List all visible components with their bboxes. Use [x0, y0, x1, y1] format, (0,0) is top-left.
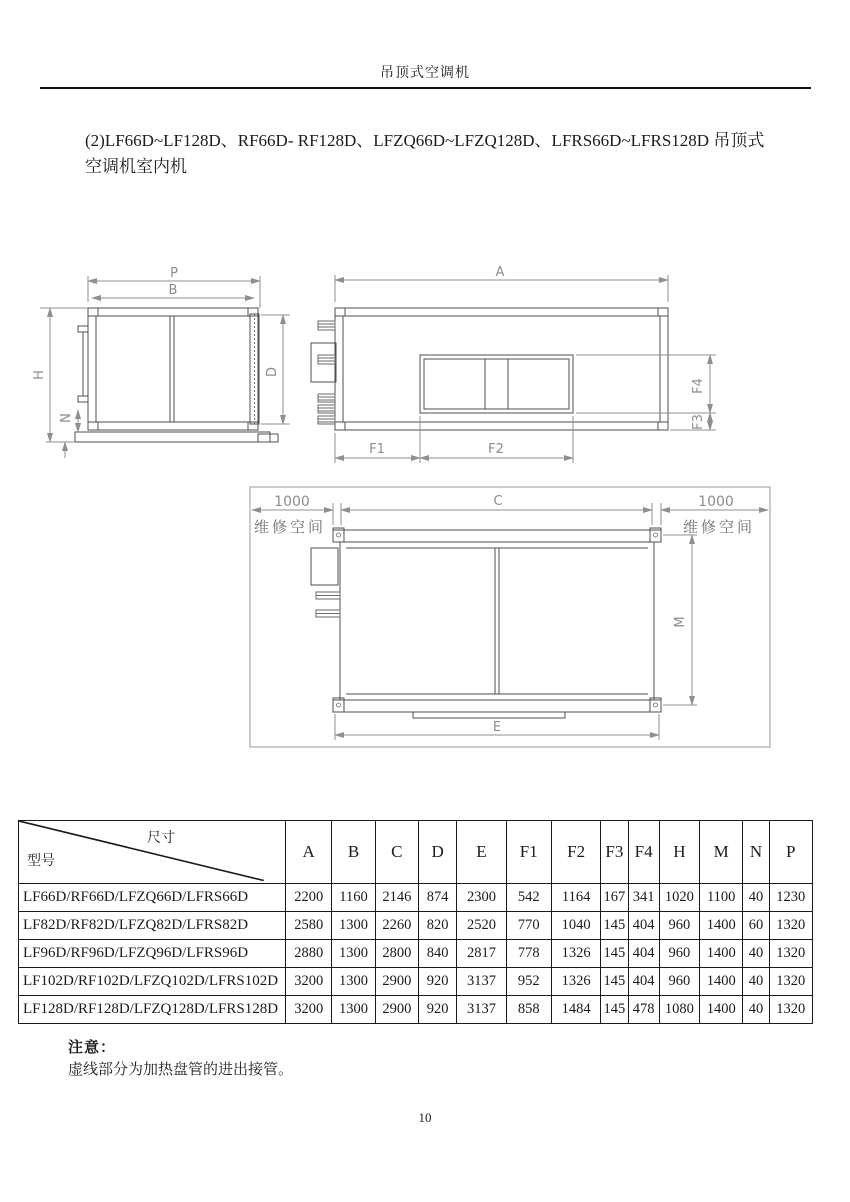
model-cell: LF66D/RF66D/LFZQ66D/LFRS66D: [19, 884, 286, 912]
dim-label-e: E: [492, 720, 502, 735]
value-cell: 1020: [659, 884, 699, 912]
value-cell: 2900: [375, 968, 418, 996]
dim-label-p: P: [170, 266, 178, 281]
value-cell: 840: [418, 940, 456, 968]
corner-label-model: 型号: [27, 854, 55, 869]
table-header-row: [19, 821, 813, 884]
column-header: F2: [551, 821, 600, 884]
value-cell: 2900: [375, 996, 418, 1024]
value-cell: 920: [418, 968, 456, 996]
left-clearance-label: 维修空间: [253, 518, 327, 536]
dim-label-f3: F3: [691, 414, 706, 430]
value-cell: 40: [743, 996, 769, 1024]
model-cell: LF96D/RF96D/LFZQ96D/LFRS96D: [19, 940, 286, 968]
value-cell: 40: [743, 884, 769, 912]
column-header: P: [769, 821, 812, 884]
technical-drawings: [0, 250, 850, 760]
value-cell: 858: [506, 996, 551, 1024]
value-cell: 1160: [332, 884, 375, 912]
value-cell: 2260: [375, 912, 418, 940]
value-cell: 3200: [286, 996, 332, 1024]
value-cell: 1300: [332, 996, 375, 1024]
value-cell: 3200: [286, 968, 332, 996]
value-cell: 1400: [700, 968, 743, 996]
note-body: 虚线部分为加热盘管的进出接管。: [68, 1062, 294, 1078]
value-cell: 1164: [551, 884, 600, 912]
value-cell: 542: [506, 884, 551, 912]
side-view-drawing: [32, 266, 290, 458]
value-cell: 1320: [769, 968, 812, 996]
value-cell: 478: [628, 996, 659, 1024]
right-clearance-value: 1000: [698, 494, 734, 510]
value-cell: 3137: [457, 968, 506, 996]
value-cell: 1300: [332, 940, 375, 968]
value-cell: 960: [659, 912, 699, 940]
page-number: 10: [418, 1110, 432, 1125]
value-cell: 145: [601, 996, 628, 1024]
install-view-drawing: [250, 487, 770, 747]
value-cell: 145: [601, 968, 628, 996]
value-cell: 1400: [700, 912, 743, 940]
value-cell: 770: [506, 912, 551, 940]
dim-label-h: H: [32, 370, 47, 380]
value-cell: 1320: [769, 940, 812, 968]
value-cell: 2146: [375, 884, 418, 912]
value-cell: 1320: [769, 996, 812, 1024]
value-cell: 2300: [457, 884, 506, 912]
dim-label-n: N: [59, 413, 74, 423]
value-cell: 145: [601, 912, 628, 940]
column-header: D: [418, 821, 456, 884]
dim-label-b: B: [168, 283, 178, 298]
dim-label-a: A: [495, 265, 505, 280]
right-clearance-label: 维修空间: [682, 518, 756, 536]
value-cell: 3137: [457, 996, 506, 1024]
table-row: [19, 940, 813, 968]
value-cell: 404: [628, 940, 659, 968]
value-cell: 2200: [286, 884, 332, 912]
table-row: [19, 968, 813, 996]
value-cell: 1400: [700, 996, 743, 1024]
value-cell: 960: [659, 968, 699, 996]
column-header: H: [659, 821, 699, 884]
column-header: B: [332, 821, 375, 884]
value-cell: 2580: [286, 912, 332, 940]
column-header: M: [700, 821, 743, 884]
model-cell: LF82D/RF82D/LFZQ82D/LFRS82D: [19, 912, 286, 940]
section-title: [85, 128, 800, 180]
dimension-table-body: [19, 884, 813, 1024]
value-cell: 1326: [551, 968, 600, 996]
value-cell: 1400: [700, 940, 743, 968]
value-cell: 1300: [332, 968, 375, 996]
value-cell: 2800: [375, 940, 418, 968]
value-cell: 1080: [659, 996, 699, 1024]
dim-label-f2: F2: [488, 442, 504, 457]
value-cell: 1230: [769, 884, 812, 912]
pipe-stubs: [318, 321, 335, 424]
column-header: N: [743, 821, 769, 884]
model-cell: LF128D/RF128D/LFZQ128D/LFRS128D: [19, 996, 286, 1024]
value-cell: 1326: [551, 940, 600, 968]
section-title-line2: 空调机室内机: [85, 157, 187, 176]
dim-label-c: C: [493, 494, 503, 509]
value-cell: 1100: [700, 884, 743, 912]
dim-label-f4: F4: [691, 378, 706, 394]
header-divider: [40, 87, 811, 89]
model-cell: LF102D/RF102D/LFZQ102D/LFRS102D: [19, 968, 286, 996]
table-corner-cell: [19, 821, 286, 884]
value-cell: 1320: [769, 912, 812, 940]
table-row: [19, 912, 813, 940]
bottom-view-drawing: [311, 265, 716, 463]
value-cell: 145: [601, 940, 628, 968]
value-cell: 778: [506, 940, 551, 968]
left-clearance-value: 1000: [274, 494, 310, 510]
dim-label-d: D: [265, 366, 280, 378]
column-header: F1: [506, 821, 551, 884]
column-header: F4: [628, 821, 659, 884]
value-cell: 2520: [457, 912, 506, 940]
value-cell: 404: [628, 968, 659, 996]
value-cell: 960: [659, 940, 699, 968]
value-cell: 952: [506, 968, 551, 996]
column-header: F3: [601, 821, 628, 884]
value-cell: 40: [743, 968, 769, 996]
dimension-table: [18, 820, 813, 1024]
value-cell: 167: [601, 884, 628, 912]
value-cell: 1300: [332, 912, 375, 940]
corner-label-dimension: 尺寸: [147, 831, 175, 846]
value-cell: 404: [628, 912, 659, 940]
column-header: C: [375, 821, 418, 884]
column-header: A: [286, 821, 332, 884]
value-cell: 60: [743, 912, 769, 940]
dim-label-f1: F1: [369, 442, 385, 457]
value-cell: 2880: [286, 940, 332, 968]
column-header: E: [457, 821, 506, 884]
value-cell: 920: [418, 996, 456, 1024]
value-cell: 1484: [551, 996, 600, 1024]
value-cell: 1040: [551, 912, 600, 940]
value-cell: 874: [418, 884, 456, 912]
section-title-line1: (2)LF66D~LF128D、RF66D- RF128D、LFZQ66D~LFZQ128D、LFRS66D~LFRS128D 吊顶式: [85, 131, 765, 150]
document-header-title: 吊顶式空调机: [380, 66, 470, 81]
dim-label-m: M: [673, 616, 688, 628]
value-cell: 341: [628, 884, 659, 912]
table-row: [19, 996, 813, 1024]
value-cell: 40: [743, 940, 769, 968]
value-cell: 2817: [457, 940, 506, 968]
value-cell: 820: [418, 912, 456, 940]
table-row: [19, 884, 813, 912]
note-title: 注意：: [68, 1040, 117, 1056]
